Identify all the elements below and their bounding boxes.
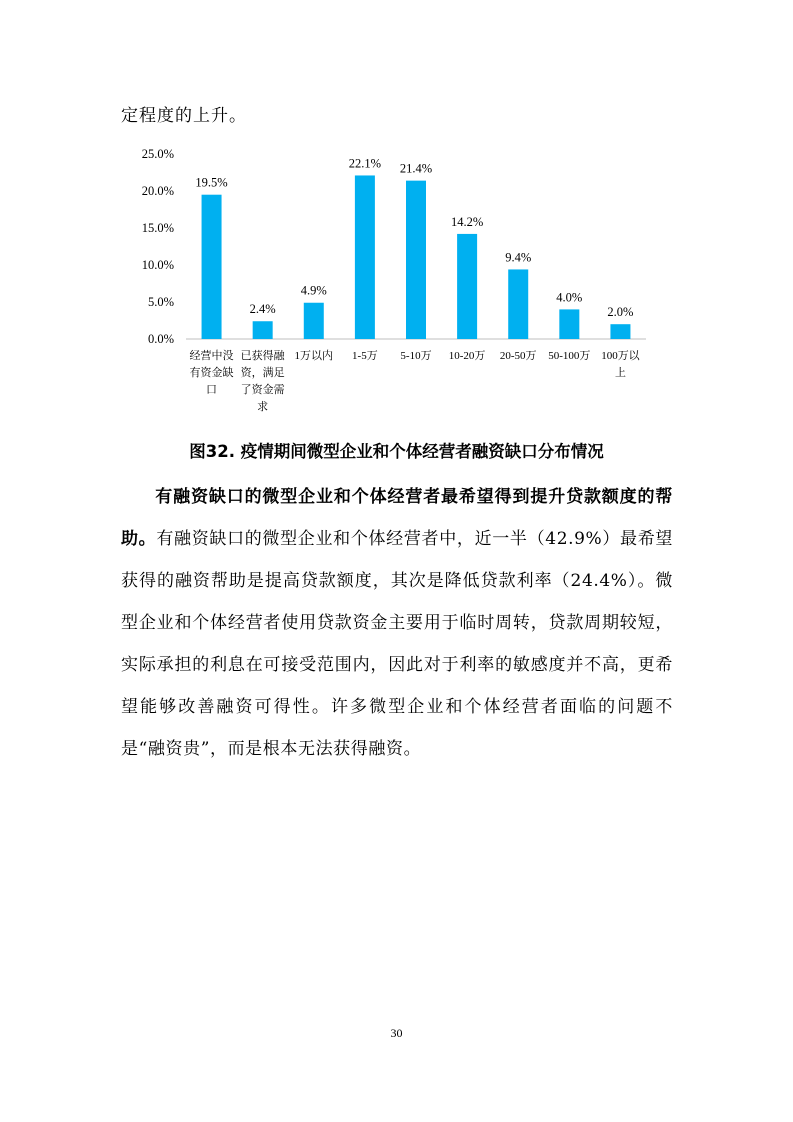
- y-tick-label: 25.0%: [141, 147, 174, 161]
- bar: [304, 303, 324, 339]
- x-tick-label: 经营中没: [189, 350, 234, 362]
- intro-text: 定程度的上升。: [121, 106, 247, 126]
- bar: [253, 321, 273, 339]
- bar-value-label: 2.4%: [249, 302, 276, 317]
- x-tick-label: 50-100万: [548, 350, 591, 362]
- bar-value-label: 2.0%: [607, 305, 634, 320]
- y-tick-label: 20.0%: [141, 184, 174, 198]
- y-tick-label: 5.0%: [147, 295, 174, 309]
- x-tick-label: 1万以内: [294, 350, 334, 362]
- bar: [406, 181, 426, 339]
- x-tick-label: 口: [206, 384, 218, 396]
- figure-caption: 图32. 疫情期间微型企业和个体经营者融资缺口分布情况: [189, 442, 604, 461]
- bar-value-label: 19.5%: [195, 175, 228, 190]
- x-tick-label: 20-50万: [499, 350, 537, 362]
- paragraph-body: 有融资缺口的微型企业和个体经营者中，近一半（42.9%）最希望获得的融资帮助是提高贷款额度，其次是降低贷款利率（24.4%）。微型企业和个体经营者使用贷款资金主要用于临时周转，贷款周期较短，实际承担的利息在可接受范围内，因此对于利率的敏感度并不高，更希望能够改善融资可得性。许多微型企业和个体经营者面临的问题不是“融资贵”，而是根本无法获得融资。: [121, 529, 673, 759]
- page-number: 30: [390, 1026, 403, 1040]
- bar-value-label: 9.4%: [505, 250, 532, 265]
- x-axis-labels: [190, 348, 641, 413]
- body-paragraph: [121, 476, 673, 770]
- x-tick-label: 求: [257, 401, 269, 413]
- x-tick-label: 5-10万: [400, 350, 432, 362]
- x-tick-label: 100万以: [601, 350, 640, 362]
- y-tick-label: 0.0%: [147, 332, 174, 346]
- x-tick-label: 已获得融: [240, 350, 285, 362]
- y-tick-label: 10.0%: [141, 258, 174, 272]
- y-tick-label: 15.0%: [141, 221, 174, 235]
- bar: [508, 269, 528, 339]
- x-tick-label: 了资金需: [240, 384, 285, 396]
- bar: [202, 195, 222, 339]
- bars: [195, 156, 633, 339]
- paragraph-lead: 有融资缺口的微型企业和个体经营者最希望得到提升贷款额度的帮助。: [121, 487, 673, 549]
- bar: [610, 324, 630, 339]
- bar: [355, 175, 375, 339]
- bar-value-label: 22.1%: [348, 156, 382, 171]
- x-tick-label: 资，满足: [240, 367, 285, 379]
- bar-value-label: 4.0%: [556, 290, 583, 305]
- bar-value-label: 4.9%: [300, 283, 327, 298]
- bar: [559, 309, 579, 339]
- x-tick-label: 上: [614, 367, 626, 379]
- bar-value-label: 14.2%: [450, 214, 484, 229]
- bar: [457, 234, 477, 339]
- x-tick-label: 10-20万: [448, 350, 486, 362]
- bar-chart: [0, 0, 793, 430]
- bar-value-label: 21.4%: [399, 161, 433, 176]
- x-tick-label: 有资金缺: [189, 367, 234, 379]
- x-tick-label: 1-5万: [352, 350, 378, 362]
